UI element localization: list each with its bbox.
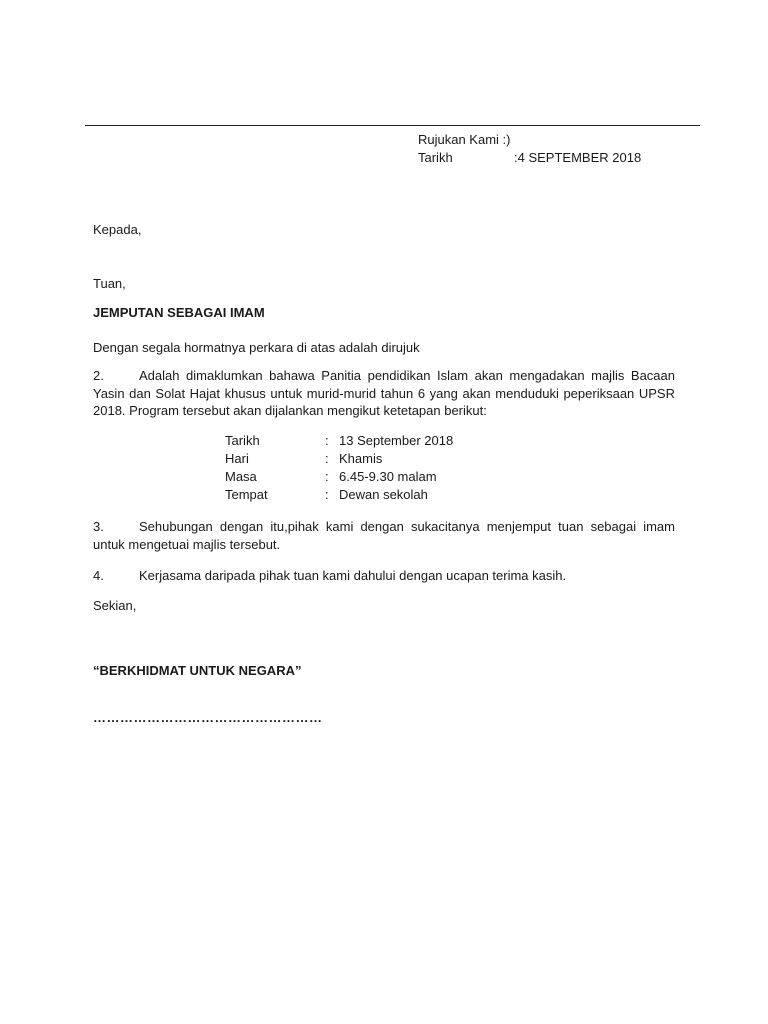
detail-label: Hari [225,451,249,466]
paragraph-number: 3. [93,519,104,534]
paragraph-number: 4. [93,568,104,583]
detail-row [225,468,453,486]
header-rule [85,125,700,126]
paragraph-number: 2. [93,368,104,383]
paragraph-text: Sehubungan dengan itu,pihak kami dengan sukacitanya menjemput tuan sebagai imam untuk mengetuai majlis tersebut. [93,519,675,552]
detail-row [225,432,453,450]
detail-row [225,486,453,504]
paragraph-4 [93,567,675,585]
detail-separator: : [325,433,329,448]
event-details [225,432,453,504]
greeting: Tuan, [93,276,126,291]
recipient-line: Kepada, [93,222,142,237]
date-row [418,149,641,167]
detail-separator: : [325,469,329,484]
detail-separator: : [325,451,329,466]
detail-value: Khamis [339,451,383,466]
reference-block [418,131,641,167]
paragraph-3 [93,518,675,553]
date-label: Tarikh [418,150,453,165]
detail-label: Tempat [225,487,268,502]
paragraph-2 [93,367,675,420]
detail-row [225,450,453,468]
closing: Sekian, [93,598,137,613]
reference-label: Rujukan Kami :) [418,132,511,147]
signature-line: …………………………………………… [93,710,323,725]
paragraph-text: Kerjasama daripada pihak tuan kami dahului dengan ucapan terima kasih. [139,568,567,583]
detail-value: Dewan sekolah [339,487,428,502]
date-value: :4 SEPTEMBER 2018 [514,150,642,165]
motto: “BERKHIDMAT UNTUK NEGARA” [93,663,302,678]
opening-sentence: Dengan segala hormatnya perkara di atas adalah dirujuk [93,340,420,355]
detail-separator: : [325,487,329,502]
detail-label: Tarikh [225,433,260,448]
detail-label: Masa [225,469,257,484]
subject-title: JEMPUTAN SEBAGAI IMAM [93,305,265,320]
detail-value: 13 September 2018 [339,433,454,448]
paragraph-text: Adalah dimaklumkan bahawa Panitia pendidikan Islam akan mengadakan majlis Bacaan Yasin dan Solat Hajat khusus untuk murid-murid tahun 6 yang akan menduduki peperiksaan UPSR 2018. Program tersebut akan dijalankan mengikut ketetapan berikut: [93,368,675,418]
detail-value: 6.45-9.30 malam [339,469,437,484]
